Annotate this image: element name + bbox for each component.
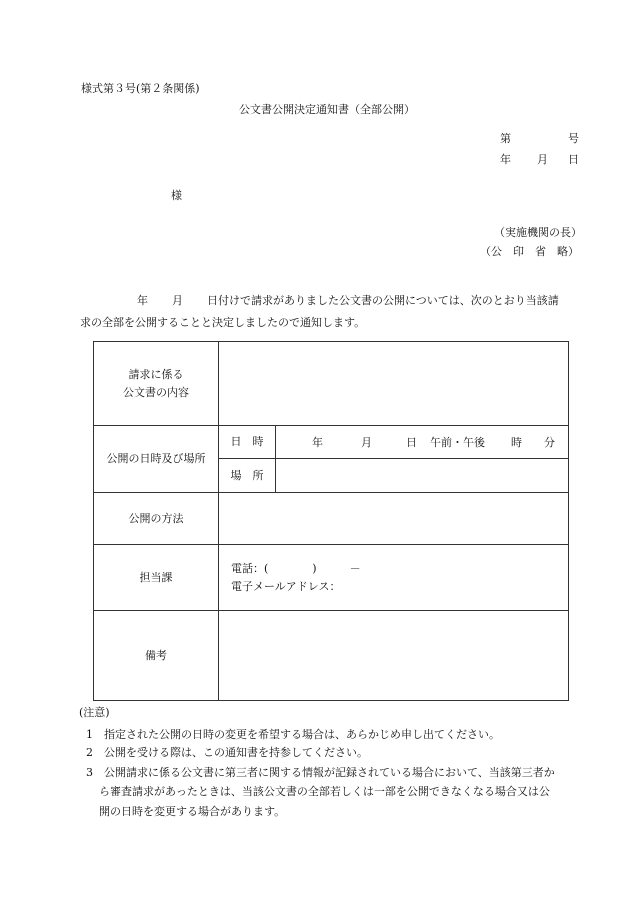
contact-field[interactable]: [219, 545, 569, 611]
number-suffix: 号: [568, 132, 579, 145]
body-year: 年: [137, 294, 148, 307]
row-disclosure-method: [94, 493, 569, 545]
form-identifier: 様式第３号(第２条関係): [81, 82, 200, 95]
notes-heading: (注意): [79, 706, 110, 719]
responsible-section-label: 担当課: [94, 545, 219, 611]
body-text-line1: 日付けで請求がありました公文書の公開については、次のとおり当該請: [207, 294, 559, 307]
document-title: 公文書公開決定通知書（全部公開）: [239, 103, 415, 116]
note-1: 1 指定された公開の日時の変更を希望する場合は、あらかじめ申し出てください。: [86, 728, 500, 741]
note-2: 2 公開を受ける際は、この通知書を持参してください。: [86, 746, 368, 759]
body-text-line2: 求の全部を公開することと決定しましたので通知します。: [80, 316, 366, 329]
remarks-field[interactable]: [219, 611, 569, 701]
date-year: 年: [500, 153, 511, 166]
place-label: 場 所: [219, 459, 276, 492]
place-field[interactable]: [276, 459, 568, 492]
disclosure-table: [93, 341, 569, 701]
method-field[interactable]: [219, 493, 569, 545]
datetime-field[interactable]: 年 月 日 午前・午後 時 分: [312, 436, 555, 449]
date-day: 日: [568, 153, 579, 166]
note-3-line2: ら審査請求があったときは、当該公文書の全部若しくは一部を公開できなくなる場合又は公: [99, 785, 550, 798]
requested-document-label: 請求に係る 公文書の内容: [94, 342, 219, 426]
note-3-line1: 3 公開請求に係る公文書に第三者に関する情報が記録されている場合において、当該第三者か: [86, 766, 555, 779]
note-3-line3: 開の日時を変更する場合があります。: [99, 805, 286, 818]
requested-document-field[interactable]: [219, 342, 569, 426]
seal-omitted-note: （公 印 省 略）: [480, 245, 579, 258]
row-remarks: [94, 611, 569, 701]
row-requested-document: [94, 342, 569, 426]
body-month: 月: [172, 294, 183, 307]
phone-line: 電話：( ) －: [231, 561, 361, 575]
row-disclosure-datetime-place: [94, 426, 569, 493]
method-label: 公開の方法: [94, 493, 219, 545]
date-month: 月: [537, 153, 548, 166]
datetime-label: 日 時: [219, 426, 276, 458]
row-responsible-section: [94, 545, 569, 611]
email-line: 電子メールアドレス：: [231, 579, 341, 593]
datetime-place-label: 公開の日時及び場所: [94, 426, 219, 493]
sender-title: （実施機関の長）: [494, 226, 582, 239]
remarks-label: 備考: [94, 611, 219, 701]
addressee-suffix: 様: [171, 189, 182, 202]
number-prefix: 第: [500, 132, 511, 145]
